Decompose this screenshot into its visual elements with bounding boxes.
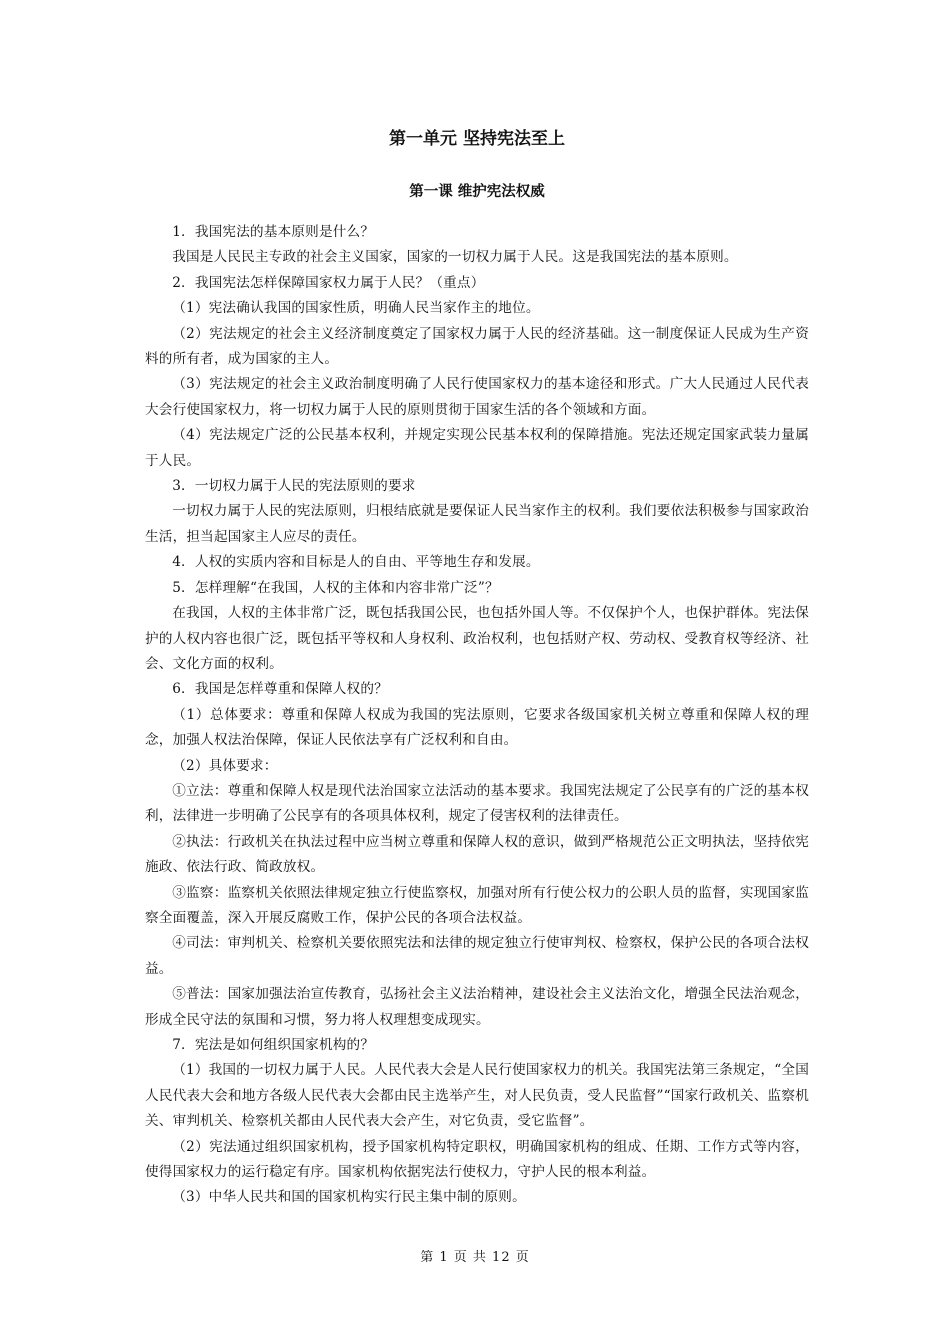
paragraph: 6．我国是怎样尊重和保障人权的？ xyxy=(172,681,388,698)
unit-title: 第一单元 坚持宪法至上 xyxy=(389,129,565,149)
paragraph: （1）我国的一切权力属于人民。人民代表大会是人民行使国家权力的机关。我国宪法第三条规定，“全国人民代表大会和地方各级人民代表大会都由民主选举产生，对人民负责，受人民监督”“国家行政机关、监察机关、审判机关、检察机关都由人民代表大会产生，对它负责，受它监督”。 xyxy=(145,1062,809,1130)
paragraph: ④司法：审判机关、检察机关要依照宪法和法律的规定独立行使审判权、检察权，保护公民的各项合法权益。 xyxy=(145,935,809,977)
paragraph: （2）具体要求： xyxy=(172,757,278,774)
paragraph: （4）宪法规定广泛的公民基本权利，并规定实现公民基本权利的保障措施。宪法还规定国家武装力量属于人民。 xyxy=(145,427,809,469)
paragraph: 1．我国宪法的基本原则是什么？ xyxy=(172,224,375,240)
paragraph: 3．一切权力属于人民的宪法原则的要求 xyxy=(172,478,416,495)
paragraph: ②执法：行政机关在执法过程中应当树立尊重和保障人权的意识，做到严格规范公正文明执法，坚持依宪施政、依法行政、简政放权。 xyxy=(145,833,809,876)
paragraph: 7．宪法是如何组织国家机构的？ xyxy=(172,1037,375,1053)
lesson-title: 第一课 维护宪法权威 xyxy=(409,184,545,200)
paragraph: （3）宪法规定的社会主义政治制度明确了人民行使国家权力的基本途径和形式。广大人民通过人民代表大会行使国家权力，将一切权力属于人民的原则贯彻于国家生活的各个领域和方面。 xyxy=(145,376,809,418)
paragraph: （3）中华人民共和国的国家机构实行民主集中制的原则。 xyxy=(172,1189,526,1206)
paragraph: （2）宪法通过组织国家机构，授予国家机构特定职权，明确国家机构的组成、任期、工作方式等内容，使得国家权力的运行稳定有序。国家机构依据宪法行使权力，守护人民的根本利益。 xyxy=(145,1138,809,1181)
document-body xyxy=(145,220,809,1211)
paragraph: （2）宪法规定的社会主义经济制度奠定了国家权力属于人民的经济基础。这一制度保证人民成为生产资料的所有者，成为国家的主人。 xyxy=(145,325,809,368)
paragraph: 4．人权的实质内容和目标是人的自由、平等地生存和发展。 xyxy=(172,554,540,571)
paragraph: 5．怎样理解“在我国，人权的主体和内容非常广泛”？ xyxy=(172,579,499,596)
paragraph: （1）总体要求：尊重和保障人权成为我国的宪法原则，它要求各级国家机关树立尊重和保障人权的理念，加强人权法治保障，保证人民依法享有广泛权利和自由。 xyxy=(145,706,809,749)
paragraph: （1）宪法确认我国的国家性质，明确人民当家作主的地位。 xyxy=(172,300,540,317)
paragraph: ③监察：监察机关依照法律规定独立行使监察权，加强对所有行使公权力的公职人员的监督，实现国家监察全面覆盖，深入开展反腐败工作，保护公民的各项合法权益。 xyxy=(145,884,809,926)
paragraph: 在我国，人权的主体非常广泛，既包括我国公民，也包括外国人等。不仅保护个人，也保护群体。宪法保护的人权内容也很广泛，既包括平等权和人身权利、政治权利，也包括财产权、劳动权、受教育权等经济、社会、文化方面的权利。 xyxy=(145,605,809,672)
paragraph: 我国是人民民主专政的社会主义国家，国家的一切权力属于人民。这是我国宪法的基本原则。 xyxy=(172,249,738,266)
paragraph: 2．我国宪法怎样保障国家权力属于人民？（重点） xyxy=(172,274,485,291)
paragraph: ①立法：尊重和保障人权是现代法治国家立法活动的基本要求。我国宪法规定了公民享有的广泛的基本权利，法律进一步明确了公民享有的各项具体权利，规定了侵害权利的法律责任。 xyxy=(145,782,809,825)
paragraph: 一切权力属于人民的宪法原则，归根结底就是要保证人民当家作主的权利。我们要依法积极参与国家政治生活，担当起国家主人应尽的责任。 xyxy=(145,503,809,545)
page-footer: 第 1 页 共 12 页 xyxy=(420,1250,530,1265)
paragraph: ⑤普法：国家加强法治宣传教育，弘扬社会主义法治精神，建设社会主义法治文化，增强全民法治观念，形成全民守法的氛围和习惯，努力将人权理想变成现实。 xyxy=(145,986,809,1028)
